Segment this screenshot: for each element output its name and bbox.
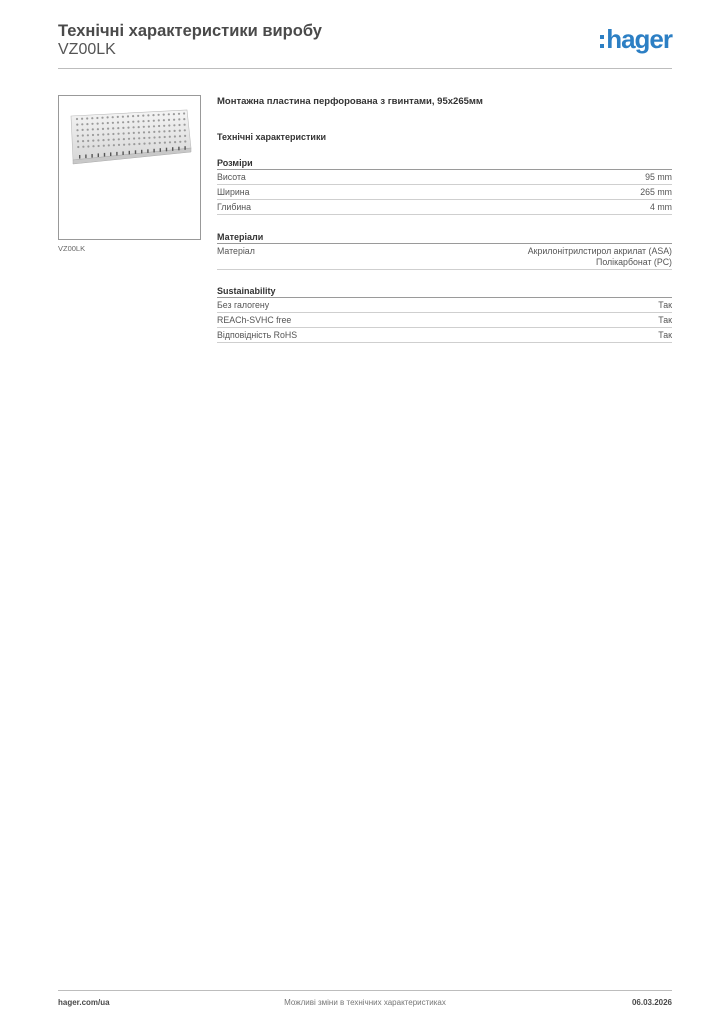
tech-specs-heading: Технічні характеристики bbox=[217, 132, 326, 142]
spec-value bbox=[658, 315, 672, 326]
logo-dots-icon bbox=[600, 35, 604, 48]
spec-row bbox=[217, 185, 672, 200]
spec-value bbox=[658, 330, 672, 341]
spec-sections bbox=[217, 156, 672, 343]
spec-row bbox=[217, 200, 672, 215]
footer-website: hager.com/ua bbox=[58, 998, 110, 1007]
spec-value-line: Так bbox=[658, 300, 672, 310]
spec-row bbox=[217, 298, 672, 313]
spec-row bbox=[217, 170, 672, 185]
page-header bbox=[58, 20, 672, 70]
spec-label: Ширина bbox=[217, 187, 250, 197]
spec-section bbox=[217, 284, 672, 343]
spec-content bbox=[217, 95, 672, 343]
spec-value bbox=[528, 246, 672, 268]
header-divider bbox=[58, 68, 672, 69]
spec-value-line: Акрилонітрилстирол акрилат (ASA) bbox=[527, 246, 672, 256]
spec-value-line: 265 mm bbox=[640, 187, 672, 197]
spec-value bbox=[658, 300, 672, 311]
spec-label: Висота bbox=[217, 172, 246, 182]
product-name: Монтажна пластина перфорована з гвинтами, 95х265мм bbox=[217, 96, 483, 107]
logo-text: hager bbox=[606, 24, 672, 54]
spec-value-line: Так bbox=[658, 315, 672, 325]
perforated-mounting-plate-icon bbox=[67, 108, 193, 170]
spec-section bbox=[217, 156, 672, 215]
footer-date: 06.03.2026 bbox=[631, 998, 672, 1007]
footer-disclaimer: Можливі зміни в технічних характеристиках bbox=[284, 998, 446, 1007]
product-image-caption: VZ00LK bbox=[58, 244, 86, 253]
spec-value-line: Так bbox=[658, 330, 672, 340]
spec-label: Матеріал bbox=[217, 246, 255, 256]
spec-value bbox=[650, 202, 672, 213]
product-image-frame bbox=[58, 95, 201, 240]
footer-divider bbox=[58, 990, 672, 991]
spec-label: Без галогену bbox=[217, 300, 270, 310]
spec-value-line: 4 mm bbox=[650, 202, 672, 212]
spec-row bbox=[217, 313, 672, 328]
hager-logo bbox=[600, 25, 672, 53]
spec-row bbox=[217, 328, 672, 343]
spec-value bbox=[640, 187, 672, 198]
spec-label: Глибина bbox=[217, 202, 252, 212]
section-title: Матеріали bbox=[217, 230, 672, 244]
page-title: Технічні характеристики виробу bbox=[58, 22, 322, 40]
section-title: Розміри bbox=[217, 156, 672, 170]
spec-label: Відповідність RoHS bbox=[217, 330, 298, 340]
spec-row bbox=[217, 244, 672, 270]
spec-section bbox=[217, 230, 672, 270]
spec-value-line: 95 mm bbox=[645, 172, 672, 182]
spec-value bbox=[645, 172, 672, 183]
spec-label: REACh-SVHC free bbox=[217, 315, 292, 325]
product-code: VZ00LK bbox=[58, 41, 116, 58]
section-title: Sustainability bbox=[217, 284, 672, 298]
spec-value-line: Полікарбонат (PC) bbox=[596, 257, 672, 267]
